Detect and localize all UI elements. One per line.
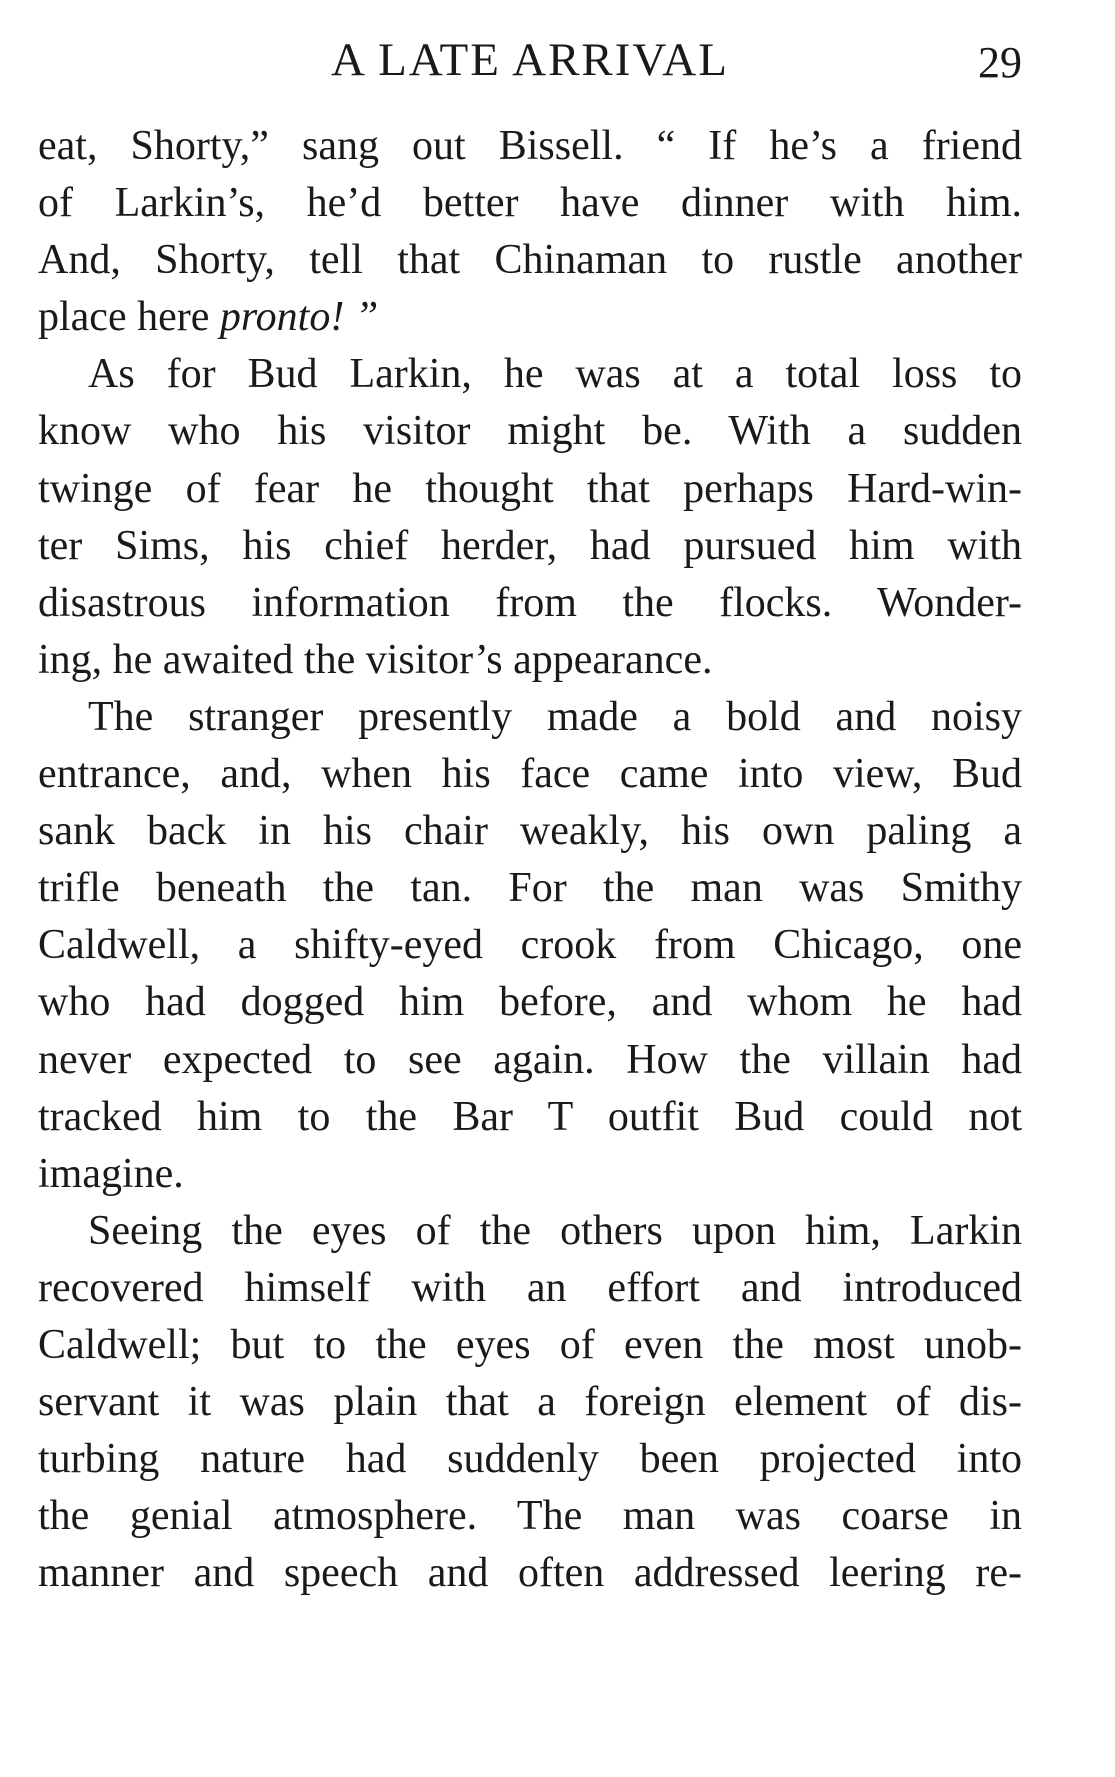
paragraph-1	[38, 118, 1022, 346]
text-line: twinge of fear he thought that perhaps Hard-win-	[38, 465, 1022, 512]
text-line: turbing nature had suddenly been projected into	[38, 1436, 1022, 1483]
text-line: imagine.	[38, 1150, 184, 1197]
body-text	[38, 118, 1022, 1602]
text-line: eat, Shorty,” sang out Bissell. “ If he’s a friend	[38, 123, 1022, 169]
text-line: know who his visitor might be. With a sudden	[38, 408, 1022, 455]
text-line: trifle beneath the tan. For the man was Smithy	[38, 865, 1022, 912]
page-number: 29	[978, 38, 1022, 87]
text-line	[38, 289, 1022, 346]
text-line: recovered himself with an effort and introduced	[38, 1264, 1022, 1311]
text-line: And, Shorty, tell that Chinaman to rustle another	[38, 237, 1022, 284]
chapter-title: A LATE ARRIVAL	[331, 34, 729, 86]
text-line: the genial atmosphere. The man was coarse in	[38, 1493, 1022, 1540]
text-line: entrance, and, when his face came into view, Bud	[38, 751, 1022, 798]
text-line: manner and speech and often addressed leering re-	[38, 1550, 1022, 1597]
text-line: disastrous information from the flocks. Wonder-	[38, 579, 1022, 626]
text-italic: pronto! ”	[219, 294, 379, 341]
text-line: never expected to see again. How the villain had	[38, 1036, 1022, 1083]
running-header	[38, 30, 1022, 90]
text-line: sank back in his chair weakly, his own paling a	[38, 808, 1022, 855]
text-line: servant it was plain that a foreign element of dis-	[38, 1379, 1022, 1426]
text-line: Seeing the eyes of the others upon him, Larkin	[88, 1207, 1022, 1254]
text-line: of Larkin’s, he’d better have dinner with him.	[38, 180, 1022, 227]
text-line: Caldwell; but to the eyes of even the most unob-	[38, 1321, 1022, 1368]
text-roman: place here	[38, 294, 220, 341]
paragraph-4	[38, 1203, 1022, 1603]
text-line: ter Sims, his chief herder, had pursued him with	[38, 522, 1022, 569]
text-line: Caldwell, a shifty-eyed crook from Chicago, one	[38, 922, 1022, 969]
text-line: who had dogged him before, and whom he had	[38, 979, 1022, 1026]
text-line: ing, he awaited the visitor’s appearance.	[38, 636, 713, 683]
text-line: tracked him to the Bar T outfit Bud could not	[38, 1093, 1022, 1140]
paragraph-3	[38, 689, 1022, 1203]
paragraph-2	[38, 346, 1022, 689]
text-line: The stranger presently made a bold and noisy	[88, 693, 1022, 740]
text-line: As for Bud Larkin, he was at a total loss to	[88, 351, 1022, 398]
